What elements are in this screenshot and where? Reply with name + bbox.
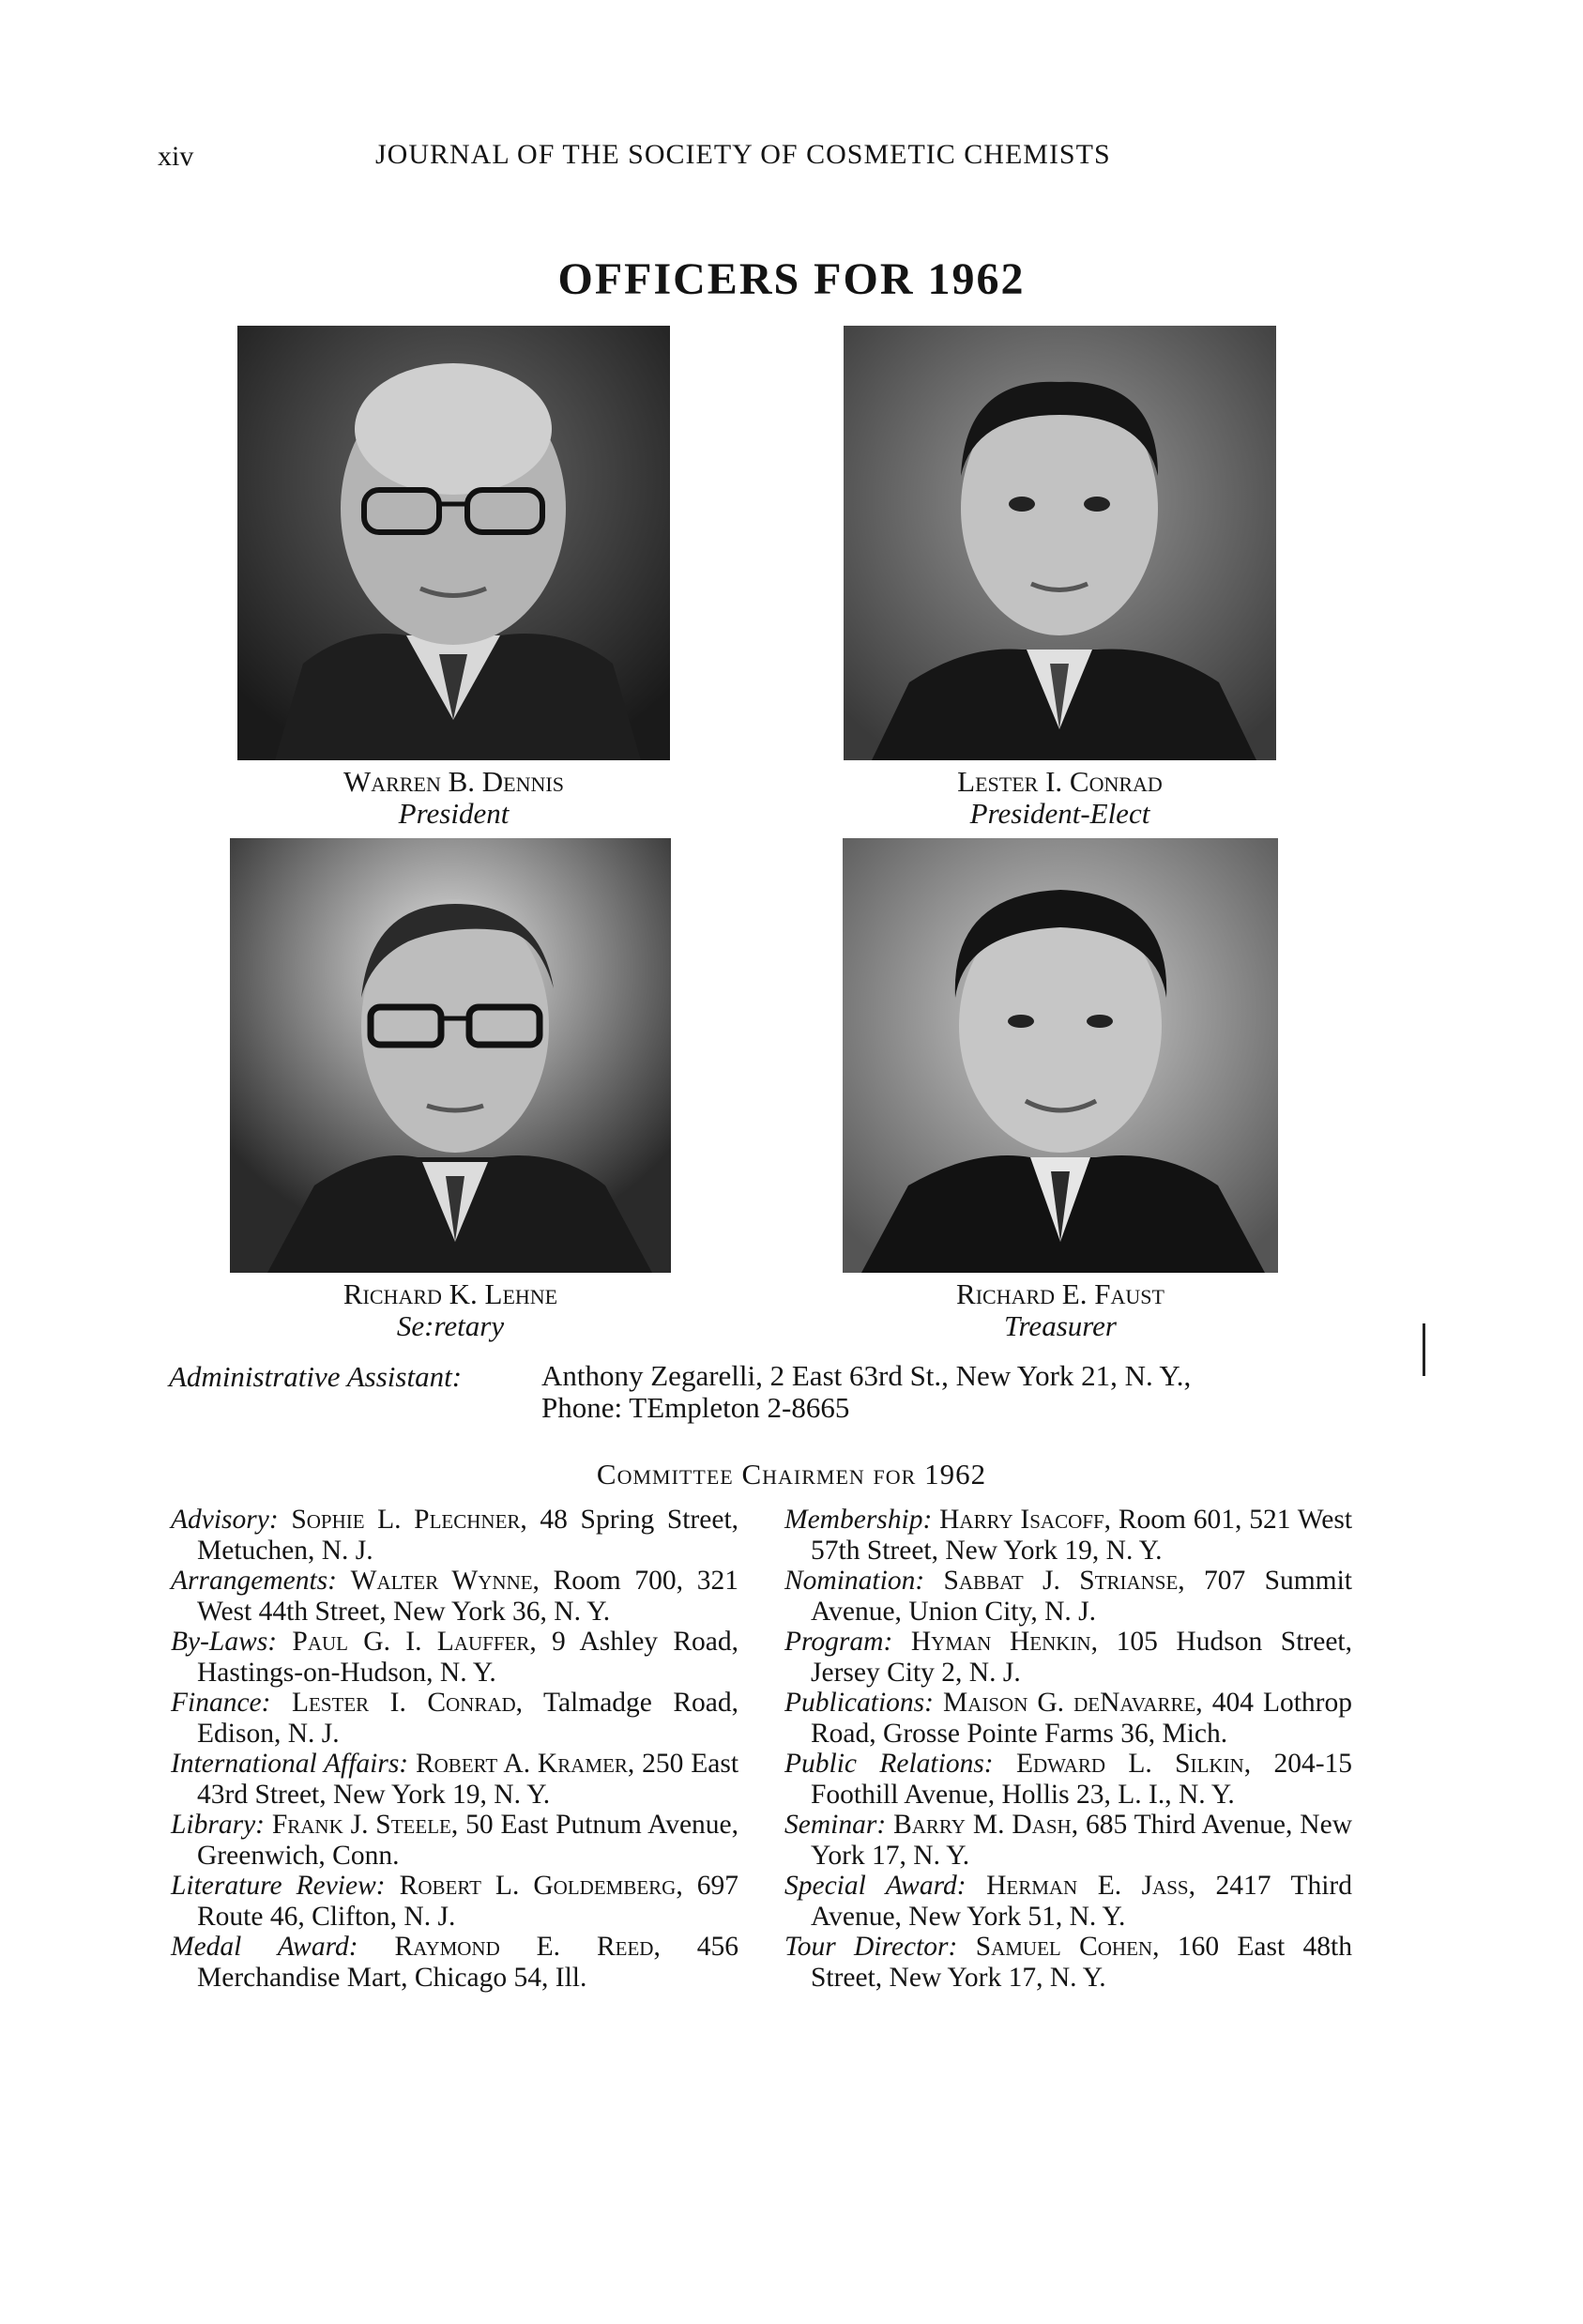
- committee-entry: By-Laws: Paul G. I. Lauffer, 9 Ashley Road, Hastings-on-Hudson, N. Y.: [171, 1627, 739, 1688]
- page-number: xiv: [158, 141, 194, 172]
- committee-entry: Special Award: Herman E. Jass, 2417 Third Avenue, New York 51, N. Y.: [784, 1871, 1353, 1932]
- officer-role: President: [398, 797, 510, 830]
- committee-entry: Finance: Lester I. Conrad, Talmadge Road, Edison, N. J.: [171, 1688, 739, 1749]
- committee-entry: Program: Hyman Henkin, 105 Hudson Street, Jersey City 2, N. J.: [784, 1627, 1352, 1688]
- officer-role: Se:retary: [396, 1309, 505, 1342]
- admin-label: Administrative Assistant:: [169, 1360, 463, 1393]
- margin-mark: [1423, 1323, 1425, 1376]
- committee-entry: Nomination: Sabbat J. Strianse, 707 Summit Avenue, Union City, N. J.: [784, 1566, 1353, 1627]
- committee-entry: Public Relations: Edward L. Silkin, 204-15 Foothill Avenue, Hollis 23, L. I., N. Y.: [784, 1749, 1353, 1810]
- portrait-photo-president: [237, 326, 670, 760]
- committee-entry: International Affairs: Robert A. Kramer, 250 East 43rd Street, New York 19, N. Y.: [171, 1749, 739, 1810]
- committee-heading: Committee Chairmen for 1962: [596, 1458, 987, 1491]
- officer-name: Warren B. Dennis: [343, 765, 564, 798]
- committee-entry: Membership: Harry Isacoff, Room 601, 521 West 57th Street, New York 19, N. Y.: [784, 1505, 1353, 1566]
- committee-entry: Seminar: Barry M. Dash, 685 Third Avenue, New York 17, N. Y.: [784, 1810, 1353, 1871]
- officer-caption-3: [230, 1278, 671, 1342]
- officer-role: Treasurer: [1003, 1309, 1117, 1342]
- portrait-photo-treasurer: [843, 838, 1278, 1273]
- committee-column-right: [784, 1505, 1352, 1993]
- officer-role: President-Elect: [969, 797, 1150, 830]
- committee-entry: Literature Review: Robert L. Goldemberg, 697 Route 46, Clifton, N. J.: [171, 1871, 739, 1932]
- officer-name: Richard K. Lehne: [342, 1277, 558, 1310]
- committee-entry: Tour Director: Samuel Cohen, 160 East 48th Street, New York 17, N. Y.: [784, 1932, 1352, 1993]
- officer-caption-2: [844, 766, 1276, 830]
- admin-line: Phone: TEmpleton 2-8665: [541, 1391, 850, 1424]
- committee-entry: Arrangements: Walter Wynne, Room 700, 321 West 44th Street, New York 36, N. Y.: [171, 1566, 738, 1627]
- running-head: JOURNAL OF THE SOCIETY OF COSMETIC CHEMISTS: [375, 139, 1111, 170]
- portrait-photo-secretary: [230, 838, 671, 1273]
- officer-caption-4: [843, 1278, 1278, 1342]
- committee-entry: Advisory: Sophie L. Plechner, 48 Spring Street, Metuchen, N. J.: [171, 1505, 739, 1566]
- committee-column-left: [171, 1505, 738, 1993]
- committee-entry: Publications: Maison G. deNavarre, 404 Lothrop Road, Grosse Pointe Farms 36, Mich.: [784, 1688, 1352, 1749]
- officer-name: Lester I. Conrad: [957, 765, 1163, 798]
- page-title: OFFICERS FOR 1962: [557, 254, 1026, 304]
- officer-caption-1: [237, 766, 670, 830]
- committee-entry: Library: Frank J. Steele, 50 East Putnum Avenue, Greenwich, Conn.: [171, 1810, 739, 1871]
- portrait-photo-president-elect: [844, 326, 1276, 760]
- admin-line: Anthony Zegarelli, 2 East 63rd St., New York 21, N. Y.,: [541, 1359, 1192, 1392]
- committee-entry: Medal Award: Raymond E. Reed, 456 Merchandise Mart, Chicago 54, Ill.: [171, 1932, 739, 1993]
- admin-value: [541, 1360, 1405, 1424]
- officer-name: Richard E. Faust: [956, 1277, 1164, 1310]
